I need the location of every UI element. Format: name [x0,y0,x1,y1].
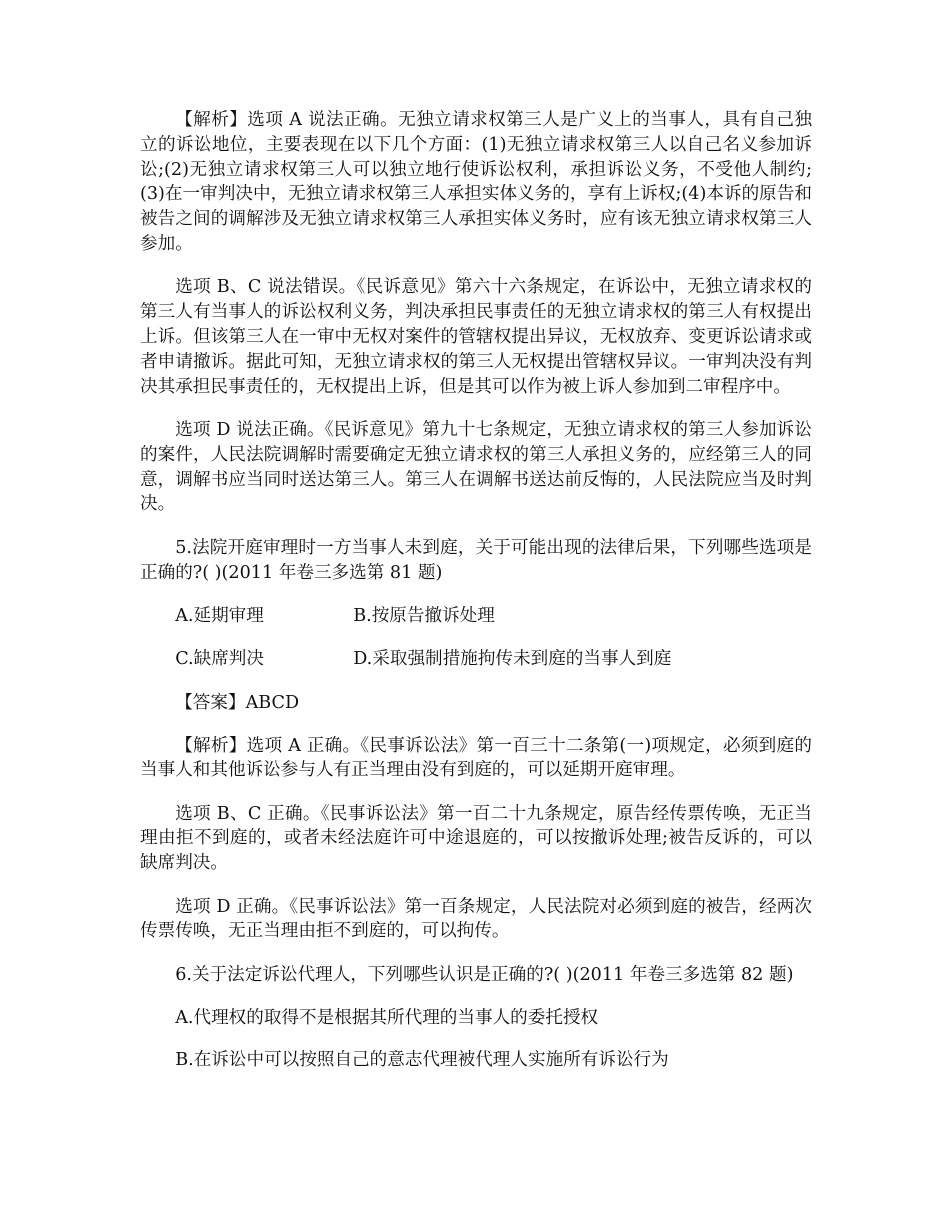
question-5-options-row-1 [140,604,812,629]
question-5-option-d: D.采取强制措施拘传未到庭的当事人到庭 [353,649,672,670]
question-5-analysis-b-c: 选项 B、C 正确。《民事诉讼法》第一百二十九条规定，原告经传票传唤，无正当理由拒不到庭的，或者未经法庭许可中途退庭的，可以按撤诉处理;被告反诉的，可以缺席判决。 [140,803,812,874]
question-6-stem: 6.关于法定诉讼代理人，下列哪些认识是正确的?( )(2011 年卷三多选第 82 题) [175,964,794,985]
analysis-paragraph-options-b-c: 选项 B、C 说法错误。《民诉意见》第六十六条规定，在诉讼中，无独立请求权的第三人有当事人的诉讼权利义务，判决承担民事责任的无独立请求权的第三人有权提出上诉。但该第三人在一审中无权对案件的管辖权提出异议，无权放弃、变更诉讼请求或者申请撤诉。据此可知，无独立请求权的第三人无权提出管辖权异议。一审判决没有判决其承担民事责任的，无权提出上诉，但是其可以作为被上诉人参加到二审程序中。 [140,277,812,397]
question-6-option-a: A.代理权的取得不是根据其所代理的当事人的委托授权 [175,1007,599,1028]
question-5-analysis-d: 选项 D 正确。《民事诉讼法》第一百条规定，人民法院对必须到庭的被告，经两次传票传唤，无正当理由拒不到庭的，可以拘传。 [140,896,812,942]
question-5-stem: 5.法院开庭审理时一方当事人未到庭，关于可能出现的法律后果，下列哪些选项是正确的?( )(2011 年卷三多选第 81 题) [140,537,812,583]
question-6-option-b: B.在诉讼中可以按照自己的意志代理被代理人实施所有诉讼行为 [175,1050,669,1071]
question-5-answer: 【答案】ABCD [175,692,300,713]
question-5-option-b: B.按原告撤诉处理 [353,605,495,626]
question-5-analysis-a: 【解析】选项 A 正确。《民事诉讼法》第一百三十二条第(一)项规定，必须到庭的当事人和其他诉讼参与人有正当理由没有到庭的，可以延期开庭审理。 [140,735,812,781]
question-5-option-c: C.缺席判决 [175,649,264,670]
document-page [140,108,812,1091]
analysis-paragraph-option-d: 选项 D 说法正确。《民诉意见》第九十七条规定，无独立请求权的第三人参加诉讼的案件，人民法院调解时需要确定无独立请求权的第三人承担义务的，应经第三人的同意，调解书应当同时送达第三人。第三人在调解书送达前反悔的，人民法院应当及时判决。 [140,419,812,515]
question-5-options-row-2 [140,647,812,672]
analysis-paragraph-third-party-status: 【解析】选项 A 说法正确。无独立请求权第三人是广义上的当事人，具有自己独立的诉讼地位，主要表现在以下几个方面：(1)无独立请求权第三人以自己名义参加诉讼;(2)无独立请求权第三人可以独立地行使诉讼权利，承担诉讼义务，不受他人制约;(3)在一审判决中，无独立请求权第三人承担实体义务的，享有上诉权;(4)本诉的原告和被告之间的调解涉及无独立请求权第三人承担实体义务时，应有该无独立请求权第三人参加。 [140,110,812,254]
question-5-option-a: A.延期审理 [175,605,264,626]
